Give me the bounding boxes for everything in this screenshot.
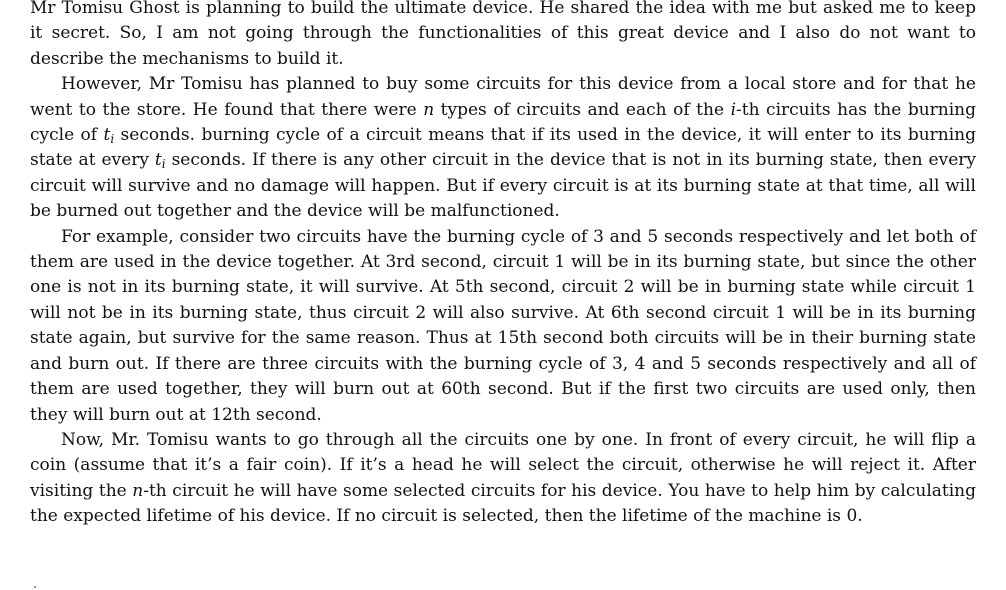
math-symbol: n (132, 480, 144, 501)
text-run: Now, Mr. Tomisu wants to go through all the circuits one by one. In front of every circuit, he will flip a coin (assume that it’s a fair coin). If it’s a head he will select the circuit, otherwise he will reject it. After visiting the (30, 429, 976, 501)
math-variable (103, 125, 114, 145)
math-variable (132, 481, 143, 501)
math-symbol: n (423, 99, 435, 120)
math-symbol: t (103, 125, 111, 146)
text-run: Mr Tomisu Ghost is planning to build the ultimate device. He shared the idea with me but asked me to keep it secret. So, I am not going through the functionalities of this great device and I also do not want to describe the mechanisms to build it. (30, 0, 976, 69)
text-run: -th circuits has the burning cycle of (30, 99, 977, 146)
text-run: However, Mr Tomisu has planned to buy some circuits for this device from a local store and for that he went to the store. He found that there were (30, 74, 976, 120)
math-subscript: i (161, 157, 166, 172)
text-run: seconds. burning cycle of a circuit means that if its used in the device, it will enter to its burning state at every (30, 125, 976, 171)
paragraph-example (30, 225, 976, 428)
stray-mark (34, 586, 36, 588)
math-subscript: i (110, 132, 115, 147)
math-symbol: i (730, 99, 736, 120)
text-run: For example, consider two circuits have the burning cycle of 3 and 5 seconds respectively and let both of them are used in the device together. At 3rd second, circuit 1 will be in its burning state, but since the other one is not in its burning state, it will survive. At 5th second, circuit 2 will be in burning state while circuit 1 will not be in its burning state, thus circuit 2 will also survive. At 6th second circuit 1 will be in its burning state again, but survive for the same reason. Thus at 15th second both circuits will be in their burning state and burn out. If there are three circuits with the burning cycle of 3, 4 and 5 seconds respectively and all of them are used together, they will burn out at 60th second. But if the first two circuits are used only, then they will burn out at 12th second. (30, 226, 976, 425)
problem-statement (30, 0, 976, 530)
paragraph-intro (30, 0, 976, 72)
text-run: -th circuit he will have some selected circuits for his device. You have to help him by calculating the expected lifetime of his device. If no circuit is selected, then the lifetime of the machine is 0. (30, 480, 976, 527)
math-symbol: t (154, 150, 162, 171)
text-run: seconds. If there is any other circuit in the device that is not in its burning state, then every circuit will survive and no damage will happen. But if every circuit is at its burning state at that time, all will be burned out together and the device will be malfunctioned. (30, 150, 976, 222)
paragraph-task (30, 428, 976, 530)
math-variable (155, 150, 166, 170)
paragraph-circuits (30, 72, 976, 224)
math-variable (423, 100, 434, 120)
text-run: types of circuits and each of the (434, 99, 731, 120)
